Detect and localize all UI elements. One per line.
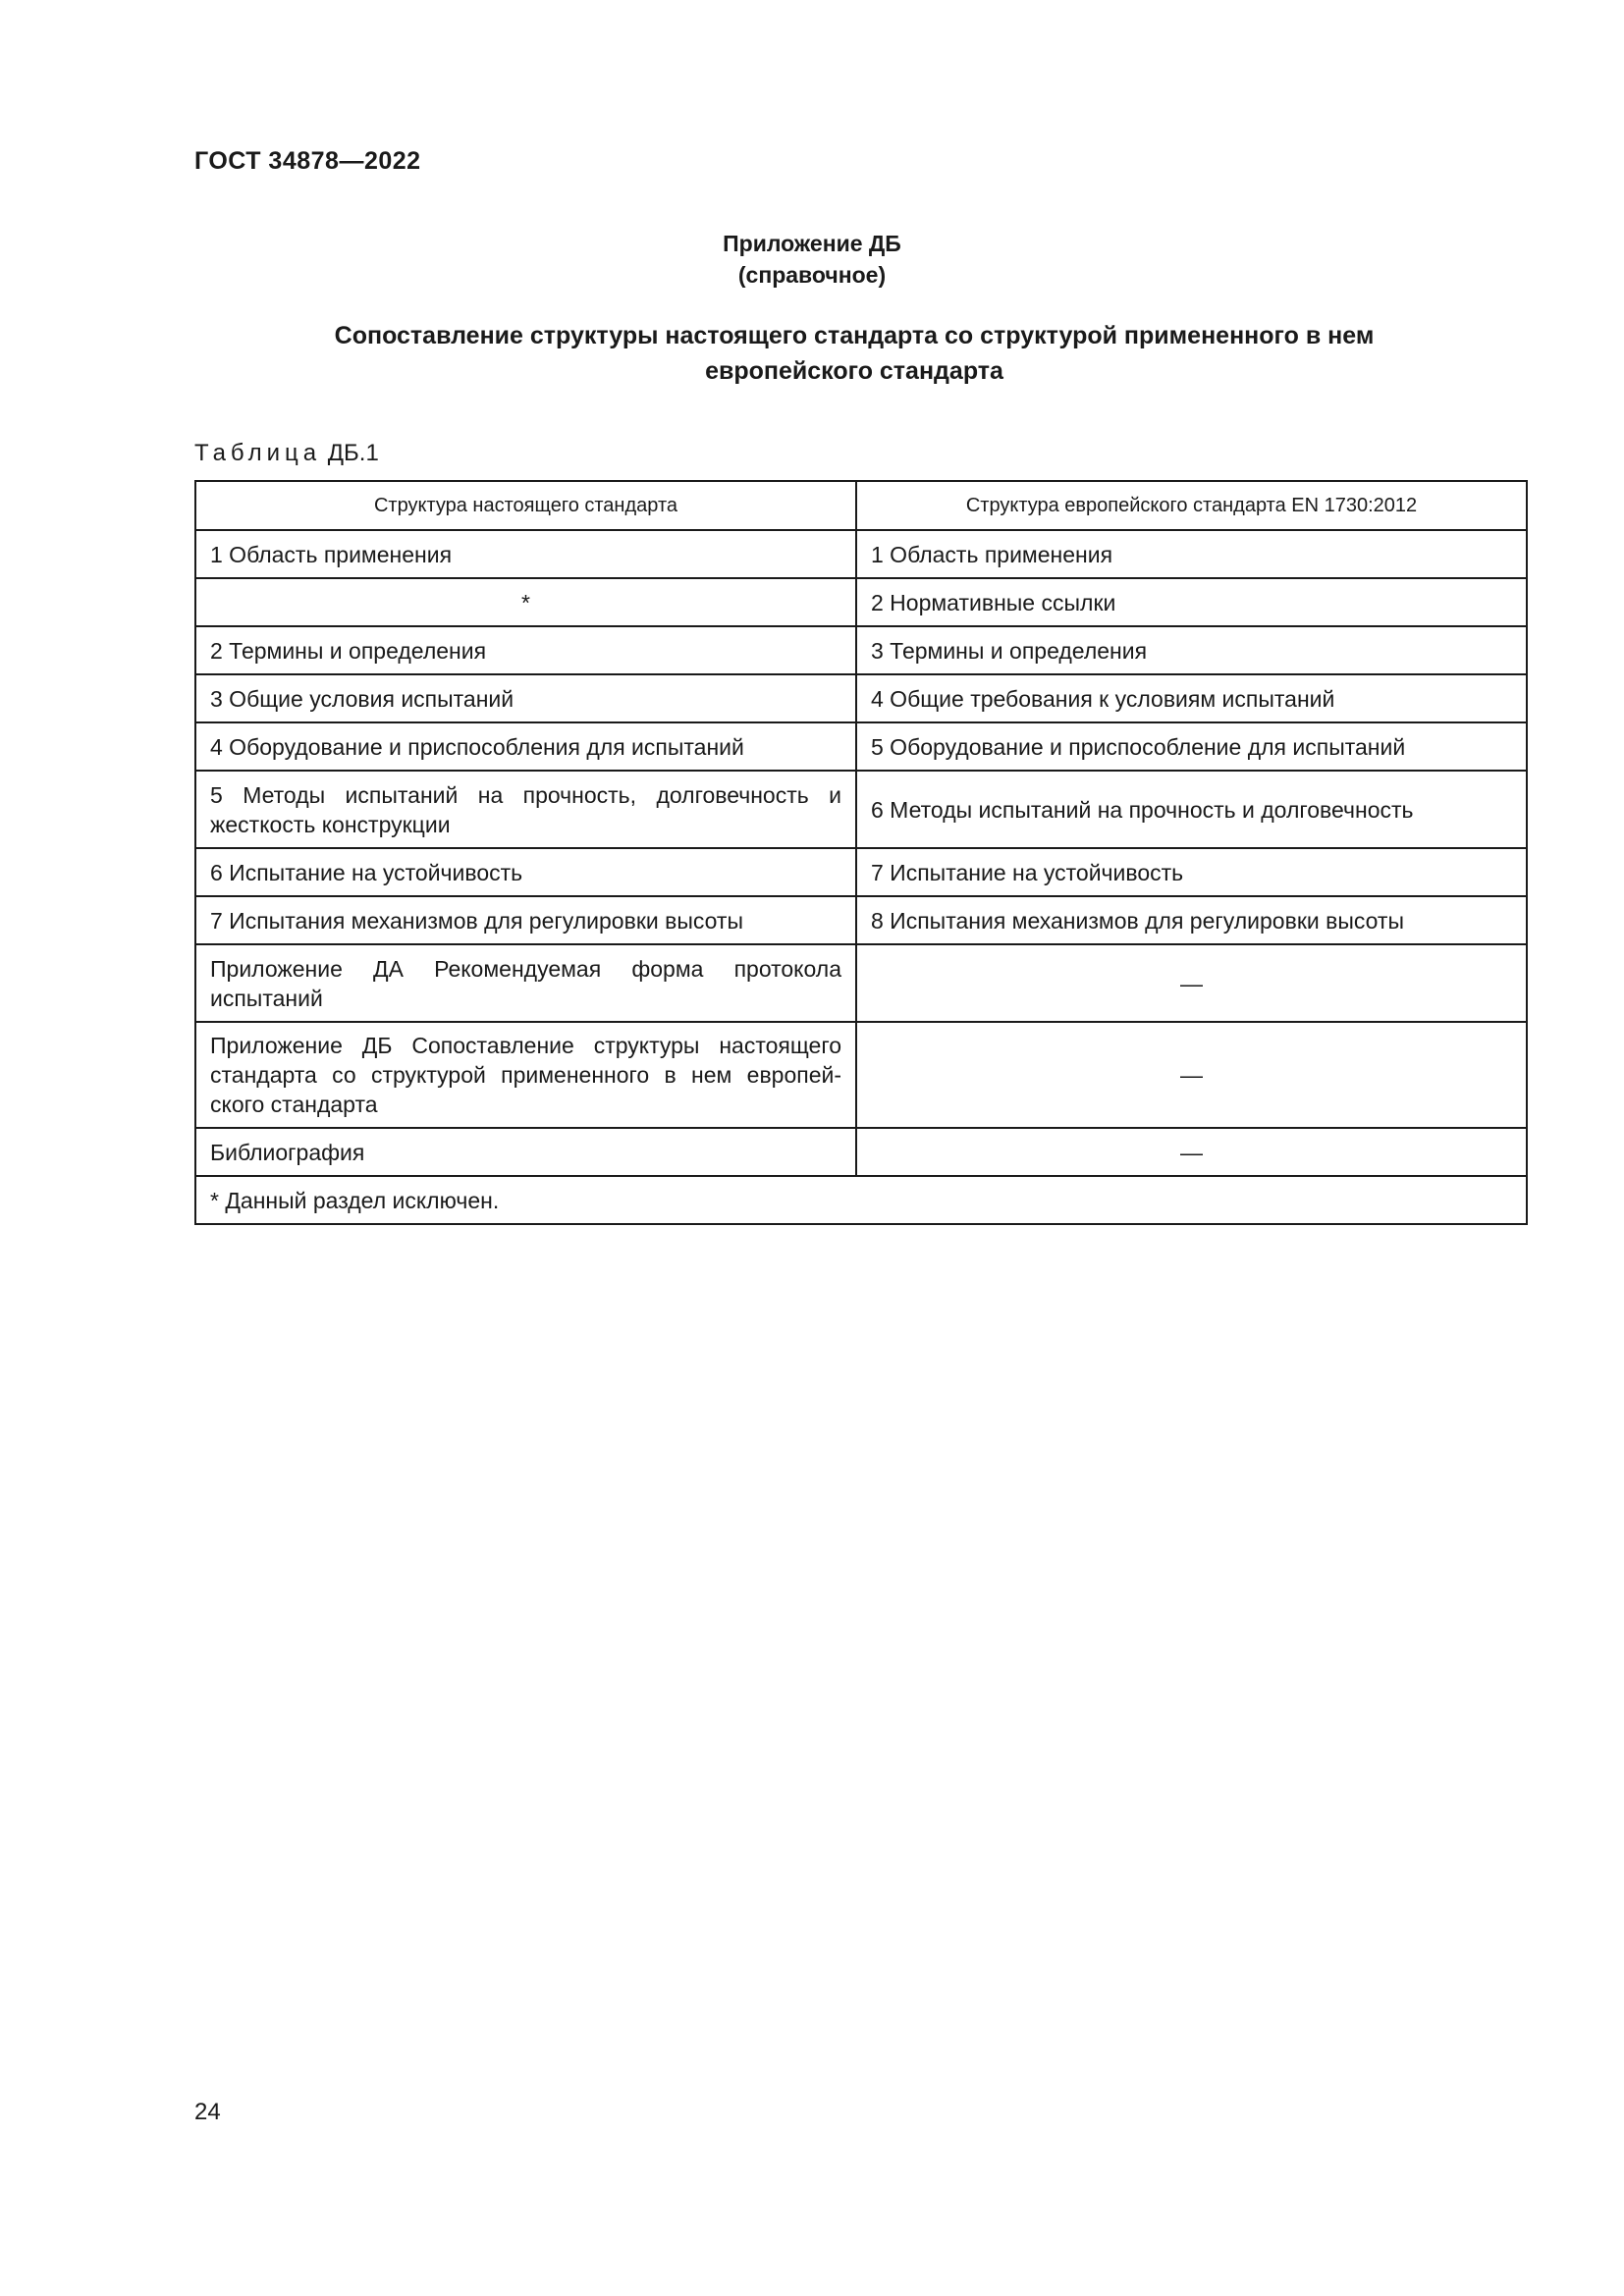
table-caption-word: Таблица	[194, 440, 322, 466]
page-number: 24	[194, 2099, 221, 2125]
cell-european-standard: —	[856, 1022, 1527, 1128]
column-header-this-standard: Структура настоящего стандарта	[195, 481, 856, 530]
section-title-line-2: европейского стандарта	[705, 357, 1003, 385]
cell-european-standard: 2 Нормативные ссылки	[856, 578, 1527, 626]
table-row	[195, 771, 1527, 848]
cell-this-standard: 2 Термины и определения	[195, 626, 856, 674]
section-title	[226, 318, 1483, 389]
table-row	[195, 626, 1527, 674]
appendix-type: (справочное)	[737, 262, 887, 288]
cell-european-standard: 8 Испытания механизмов для регулировки высоты	[856, 896, 1527, 944]
cell-this-standard: 1 Область применения	[195, 530, 856, 578]
document-number: ГОСТ 34878—2022	[194, 147, 421, 175]
structure-comparison-table	[194, 480, 1528, 1225]
appendix-heading	[0, 228, 1624, 291]
table-caption-number: ДБ.1	[327, 440, 379, 466]
cell-european-standard: —	[856, 944, 1527, 1022]
cell-this-standard: 3 Общие условия испытаний	[195, 674, 856, 722]
table-row	[195, 530, 1527, 578]
table-row	[195, 722, 1527, 771]
cell-european-standard: 3 Термины и определения	[856, 626, 1527, 674]
cell-european-standard: 5 Оборудование и приспособление для испытаний	[856, 722, 1527, 771]
table-row	[195, 944, 1527, 1022]
cell-this-standard: Библиография	[195, 1128, 856, 1176]
table-caption	[194, 440, 379, 467]
table-row	[195, 1022, 1527, 1128]
cell-european-standard: —	[856, 1128, 1527, 1176]
table-row	[195, 896, 1527, 944]
cell-european-standard: 1 Область применения	[856, 530, 1527, 578]
cell-european-standard: 4 Общие требования к условиям испытаний	[856, 674, 1527, 722]
cell-this-standard: 6 Испытание на устойчивость	[195, 848, 856, 896]
section-title-line-1: Сопоставление структуры настоящего стандарта со структурой примененного в нем	[334, 322, 1375, 349]
table-row	[195, 848, 1527, 896]
cell-this-standard: 5 Методы испытаний на прочность, долговечность и жесткость конструкции	[195, 771, 856, 848]
cell-european-standard: 6 Методы испытаний на прочность и долговечность	[856, 771, 1527, 848]
cell-this-standard: Приложение ДА Рекомендуемая форма протокола испытаний	[195, 944, 856, 1022]
table-row	[195, 1128, 1527, 1176]
cell-this-standard: Приложение ДБ Сопоставление структуры настоящего стандарта со структурой примененного в нем европей-ского стандарта	[195, 1022, 856, 1128]
table-row	[195, 578, 1527, 626]
table-footnote: * Данный раздел исключен.	[195, 1176, 1527, 1224]
table-footnote-row	[195, 1176, 1527, 1224]
cell-this-standard: 4 Оборудование и приспособления для испытаний	[195, 722, 856, 771]
cell-this-standard: *	[195, 578, 856, 626]
cell-this-standard: 7 Испытания механизмов для регулировки высоты	[195, 896, 856, 944]
table-row	[195, 674, 1527, 722]
column-header-european-standard: Структура европейского стандарта EN 1730:2012	[856, 481, 1527, 530]
appendix-title: Приложение ДБ	[723, 231, 901, 256]
table-header-row	[195, 481, 1527, 530]
cell-european-standard: 7 Испытание на устойчивость	[856, 848, 1527, 896]
